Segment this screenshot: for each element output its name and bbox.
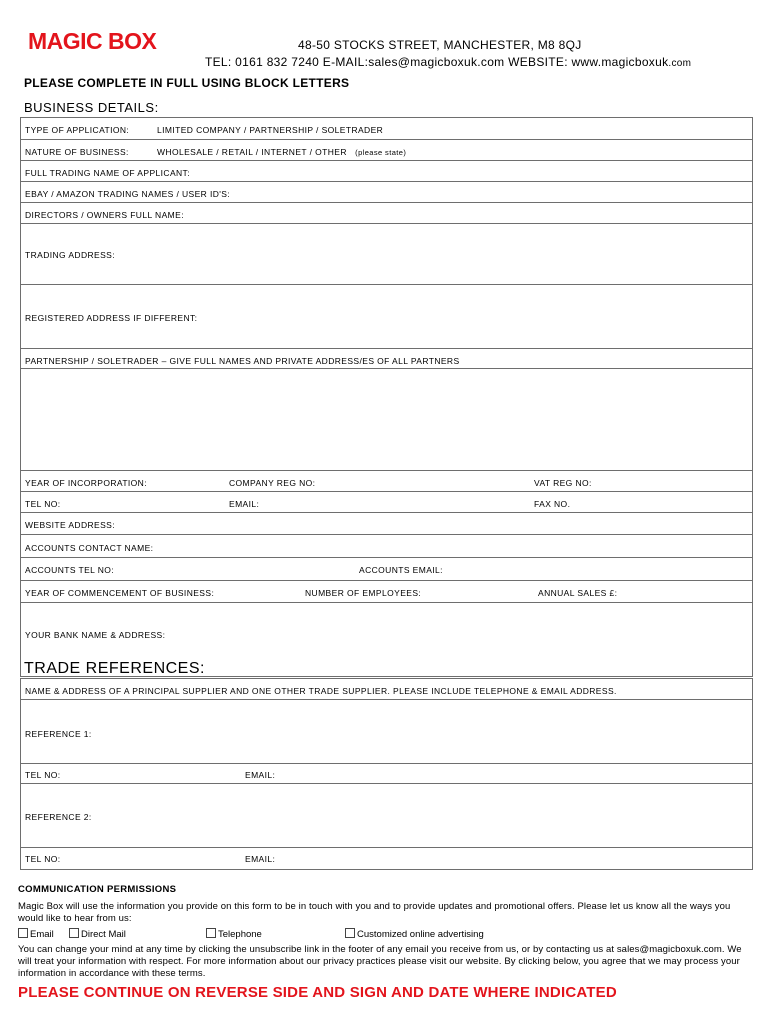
reference-2-email-label: EMAIL: bbox=[245, 854, 276, 864]
website-label: WEBSITE ADDRESS: bbox=[25, 520, 116, 530]
fax-label: FAX NO. bbox=[534, 499, 571, 509]
trade-references-table bbox=[20, 678, 753, 870]
online-advertising-option[interactable] bbox=[345, 928, 484, 940]
permission-options bbox=[18, 928, 743, 942]
business-details-title: BUSINESS DETAILS: bbox=[24, 100, 159, 115]
registered-address-label: REGISTERED ADDRESS IF DIFFERENT: bbox=[25, 313, 198, 323]
business-nature-options[interactable] bbox=[157, 147, 406, 157]
accounts-contact-field[interactable] bbox=[21, 535, 752, 558]
accounts-row[interactable] bbox=[21, 558, 752, 581]
business-nature-row[interactable] bbox=[21, 140, 752, 161]
direct-mail-option[interactable] bbox=[69, 928, 126, 940]
reference-1-label: REFERENCE 1: bbox=[25, 729, 92, 739]
form-instruction: PLEASE COMPLETE IN FULL USING BLOCK LETTERS bbox=[24, 76, 350, 90]
bank-field[interactable] bbox=[21, 603, 752, 653]
reference-2-label: REFERENCE 2: bbox=[25, 812, 92, 822]
business-nature-note: (please state) bbox=[355, 148, 407, 157]
accounts-email-label: ACCOUNTS EMAIL: bbox=[359, 565, 443, 575]
trade-instruction-label: NAME & ADDRESS OF A PRINCIPAL SUPPLIER AND ONE OTHER TRADE SUPPLIER. PLEASE INCLUDE TELEPHONE & EMAIL ADDRESS. bbox=[25, 686, 617, 696]
permissions-title: COMMUNICATION PERMISSIONS bbox=[18, 884, 177, 895]
directors-field[interactable] bbox=[21, 203, 752, 224]
telephone-option[interactable] bbox=[206, 928, 262, 940]
application-type-row[interactable] bbox=[21, 118, 752, 140]
application-type-options[interactable]: LIMITED COMPANY / PARTNERSHIP / SOLETRADER bbox=[157, 125, 384, 135]
email-checkbox[interactable] bbox=[18, 928, 28, 938]
marketplace-names-field[interactable] bbox=[21, 182, 752, 203]
vat-reg-label: VAT REG NO: bbox=[534, 478, 592, 488]
contact-details: TEL: 0161 832 7240 E-MAIL:sales@magicboxuk.com WEBSITE: www.magicboxuk bbox=[205, 55, 669, 69]
registered-address-field[interactable] bbox=[21, 285, 752, 349]
accounts-tel-label: ACCOUNTS TEL NO: bbox=[25, 565, 115, 575]
trade-references-title: TRADE REFERENCES: bbox=[24, 660, 205, 677]
website-field[interactable] bbox=[21, 513, 752, 535]
year-commencement-label: YEAR OF COMMENCEMENT OF BUSINESS: bbox=[25, 588, 215, 598]
direct-mail-checkbox[interactable] bbox=[69, 928, 79, 938]
annual-sales-label: ANNUAL SALES £: bbox=[538, 588, 618, 598]
contact-domain-suffix: .com bbox=[668, 58, 692, 69]
accounts-contact-label: ACCOUNTS CONTACT NAME: bbox=[25, 543, 154, 553]
company-address: 48-50 STOCKS STREET, MANCHESTER, M8 8QJ bbox=[298, 38, 582, 52]
employees-label: NUMBER OF EMPLOYEES: bbox=[305, 588, 422, 598]
email-label: EMAIL: bbox=[229, 499, 260, 509]
business-stats-row[interactable] bbox=[21, 581, 752, 603]
business-nature-label: NATURE OF BUSINESS: bbox=[25, 147, 129, 157]
reference-1-contact-row[interactable] bbox=[21, 764, 752, 784]
full-trading-name-field[interactable] bbox=[21, 161, 752, 182]
trade-instruction-row bbox=[21, 679, 752, 700]
telephone-option-label: Telephone bbox=[218, 929, 262, 940]
email-option-label: Email bbox=[30, 929, 54, 940]
business-details-table bbox=[20, 117, 753, 677]
registration-row[interactable] bbox=[21, 471, 752, 492]
reference-1-email-label: EMAIL: bbox=[245, 770, 276, 780]
contact-row[interactable] bbox=[21, 492, 752, 513]
continue-notice: PLEASE CONTINUE ON REVERSE SIDE AND SIGN AND DATE WHERE INDICATED bbox=[18, 984, 617, 1001]
reference-2-tel-label: TEL NO: bbox=[25, 854, 61, 864]
tel-label: TEL NO: bbox=[25, 499, 61, 509]
company-contact bbox=[205, 55, 691, 69]
marketplace-names-label: EBAY / AMAZON TRADING NAMES / USER ID'S: bbox=[25, 189, 231, 199]
permissions-intro: Magic Box will use the information you provide on this form to be in touch with you and to provide updates and promotional offers. Please let us know all the ways you would like to hear from us: bbox=[18, 901, 731, 924]
business-nature-choices[interactable]: WHOLESALE / RETAIL / INTERNET / OTHER bbox=[157, 147, 347, 157]
reference-2-contact-row[interactable] bbox=[21, 848, 752, 869]
company-reg-label: COMPANY REG NO: bbox=[229, 478, 316, 488]
direct-mail-option-label: Direct Mail bbox=[81, 929, 126, 940]
partners-heading-row bbox=[21, 349, 752, 369]
telephone-checkbox[interactable] bbox=[206, 928, 216, 938]
trading-address-label: TRADING ADDRESS: bbox=[25, 250, 115, 260]
reference-2-field[interactable] bbox=[21, 784, 752, 848]
partners-label: PARTNERSHIP / SOLETRADER – GIVE FULL NAMES AND PRIVATE ADDRESS/ES OF ALL PARTNERS bbox=[25, 356, 460, 366]
trading-address-field[interactable] bbox=[21, 224, 752, 285]
reference-1-tel-label: TEL NO: bbox=[25, 770, 61, 780]
application-type-label: TYPE OF APPLICATION: bbox=[25, 125, 130, 135]
online-advertising-option-label: Customized online advertising bbox=[357, 929, 484, 940]
permissions-outro: You can change your mind at any time by clicking the unsubscribe link in the footer of any email you receive from us, or by contacting us at sales@magicboxuk.com. We will treat your information with respect. For more information about our privacy practices please visit our website. By clicking below, you agree that we may process your information in accordance with these terms. bbox=[18, 944, 742, 979]
year-incorporation-label: YEAR OF INCORPORATION: bbox=[25, 478, 147, 488]
bank-label: YOUR BANK NAME & ADDRESS: bbox=[25, 630, 166, 640]
online-advertising-checkbox[interactable] bbox=[345, 928, 355, 938]
company-logo: MAGIC BOX bbox=[28, 28, 157, 54]
directors-label: DIRECTORS / OWNERS FULL NAME: bbox=[25, 210, 184, 220]
partners-field[interactable] bbox=[21, 369, 752, 471]
email-option[interactable] bbox=[18, 928, 54, 940]
full-trading-name-label: FULL TRADING NAME OF APPLICANT: bbox=[25, 168, 190, 178]
reference-1-field[interactable] bbox=[21, 700, 752, 764]
